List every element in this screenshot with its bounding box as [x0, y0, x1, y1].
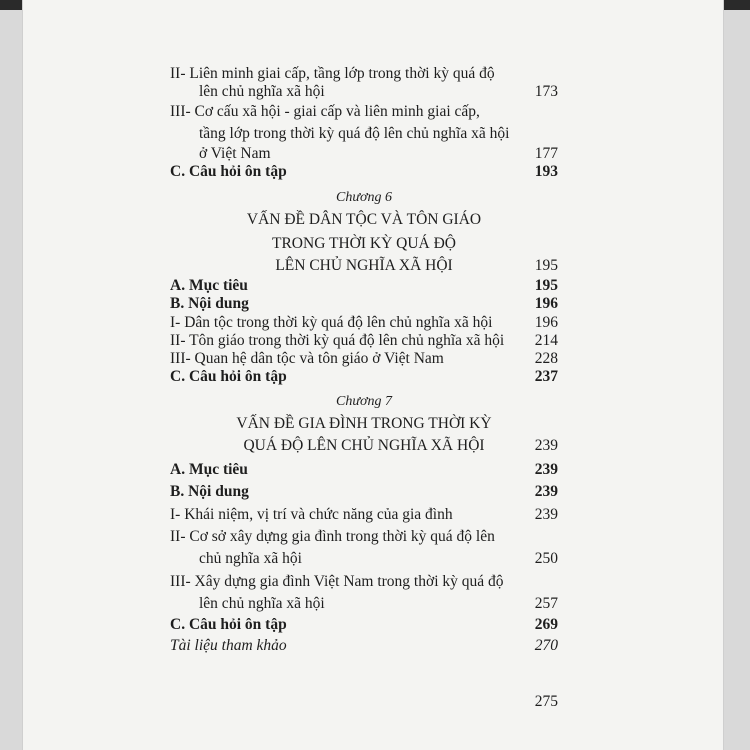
toc-entry [170, 503, 558, 527]
chapter-title-row [170, 434, 558, 458]
chapter-heading: Chương 6 [336, 190, 392, 205]
toc-page-number: 177 [534, 145, 558, 162]
toc-entry [170, 480, 558, 504]
toc-entry-label: III- Quan hệ dân tộc và tôn giáo ở Việt Nam [170, 350, 444, 367]
toc-page-number: 237 [534, 368, 558, 385]
chapter-title: VẤN ĐỀ DÂN TỘC VÀ TÔN GIÁO [246, 211, 482, 228]
toc-entry [170, 570, 558, 594]
toc-page-number: 196 [534, 314, 558, 331]
toc-entry-label: A. Mục tiêu [170, 461, 248, 478]
toc-page-number: 195 [534, 257, 558, 274]
toc-page-number: 239 [534, 437, 558, 454]
chapter-title: LÊN CHỦ NGHĨA XÃ HỘI [275, 257, 453, 274]
toc-entry [170, 634, 558, 658]
chapter-heading: Chương 7 [336, 394, 392, 409]
toc-entry-label: Tài liệu tham khảo [170, 637, 287, 654]
toc-entry [170, 458, 558, 482]
toc-entry-label: tầng lớp trong thời kỳ quá độ lên chủ nghĩa xã hội [199, 125, 510, 142]
toc-page-number: 270 [534, 637, 558, 654]
toc-entry-label: III- Cơ cấu xã hội - giai cấp và liên minh giai cấp, [170, 103, 480, 120]
toc-entry-label: C. Câu hỏi ôn tập [170, 616, 287, 633]
toc-page-number: 239 [534, 483, 558, 500]
chapter-title: VẤN ĐỀ GIA ĐÌNH TRONG THỜI KỲ [236, 415, 492, 432]
toc-entry-label: B. Nội dung [170, 483, 249, 500]
chapter-title: QUÁ ĐỘ LÊN CHỦ NGHĨA XÃ HỘI [243, 437, 485, 454]
toc-entry-label: chủ nghĩa xã hội [199, 550, 302, 567]
toc-entry [170, 525, 558, 549]
toc-entry-label: II- Tôn giáo trong thời kỳ quá độ lên chủ nghĩa xã hội [170, 332, 505, 349]
toc-entry-label: I- Dân tộc trong thời kỳ quá độ lên chủ nghĩa xã hội [170, 314, 493, 331]
toc-page-number: 196 [534, 295, 558, 312]
toc-page-number: 269 [534, 616, 558, 633]
toc-entry-label: lên chủ nghĩa xã hội [199, 595, 325, 612]
toc-entry-label: II- Cơ sở xây dựng gia đình trong thời kỳ quá độ lên [170, 528, 495, 545]
toc-entry [170, 160, 558, 184]
toc-page-number: 193 [534, 163, 558, 180]
toc-entry [199, 547, 558, 571]
toc-entry-label: B. Nội dung [170, 295, 249, 312]
toc-entry-label: A. Mục tiêu [170, 277, 248, 294]
toc-page-number: 173 [534, 83, 558, 100]
toc-page-number: 239 [534, 461, 558, 478]
toc-entry-label: I- Khái niệm, vị trí và chức năng của gia đình [170, 506, 453, 523]
toc-entry [170, 365, 558, 389]
page-number: 275 [534, 693, 558, 710]
toc-entry-label: III- Xây dựng gia đình Việt Nam trong thời kỳ quá độ [170, 573, 504, 590]
toc-entry-label: C. Câu hỏi ôn tập [170, 368, 287, 385]
toc-entry-label: lên chủ nghĩa xã hội [199, 83, 325, 100]
toc-page-number: 214 [534, 332, 558, 349]
toc-entry-label: C. Câu hỏi ôn tập [170, 163, 287, 180]
toc-entry-label: ở Việt Nam [199, 145, 271, 162]
toc-entry [170, 100, 558, 124]
toc-page-number: 195 [534, 277, 558, 294]
toc-page-number: 250 [534, 550, 558, 567]
toc-page-number: 257 [534, 595, 558, 612]
toc-entry-label: II- Liên minh giai cấp, tầng lớp trong thời kỳ quá độ [170, 65, 495, 82]
chapter-title: TRONG THỜI KỲ QUÁ ĐỘ [272, 235, 456, 252]
toc-page-number: 228 [534, 350, 558, 367]
toc-page-number: 239 [534, 506, 558, 523]
